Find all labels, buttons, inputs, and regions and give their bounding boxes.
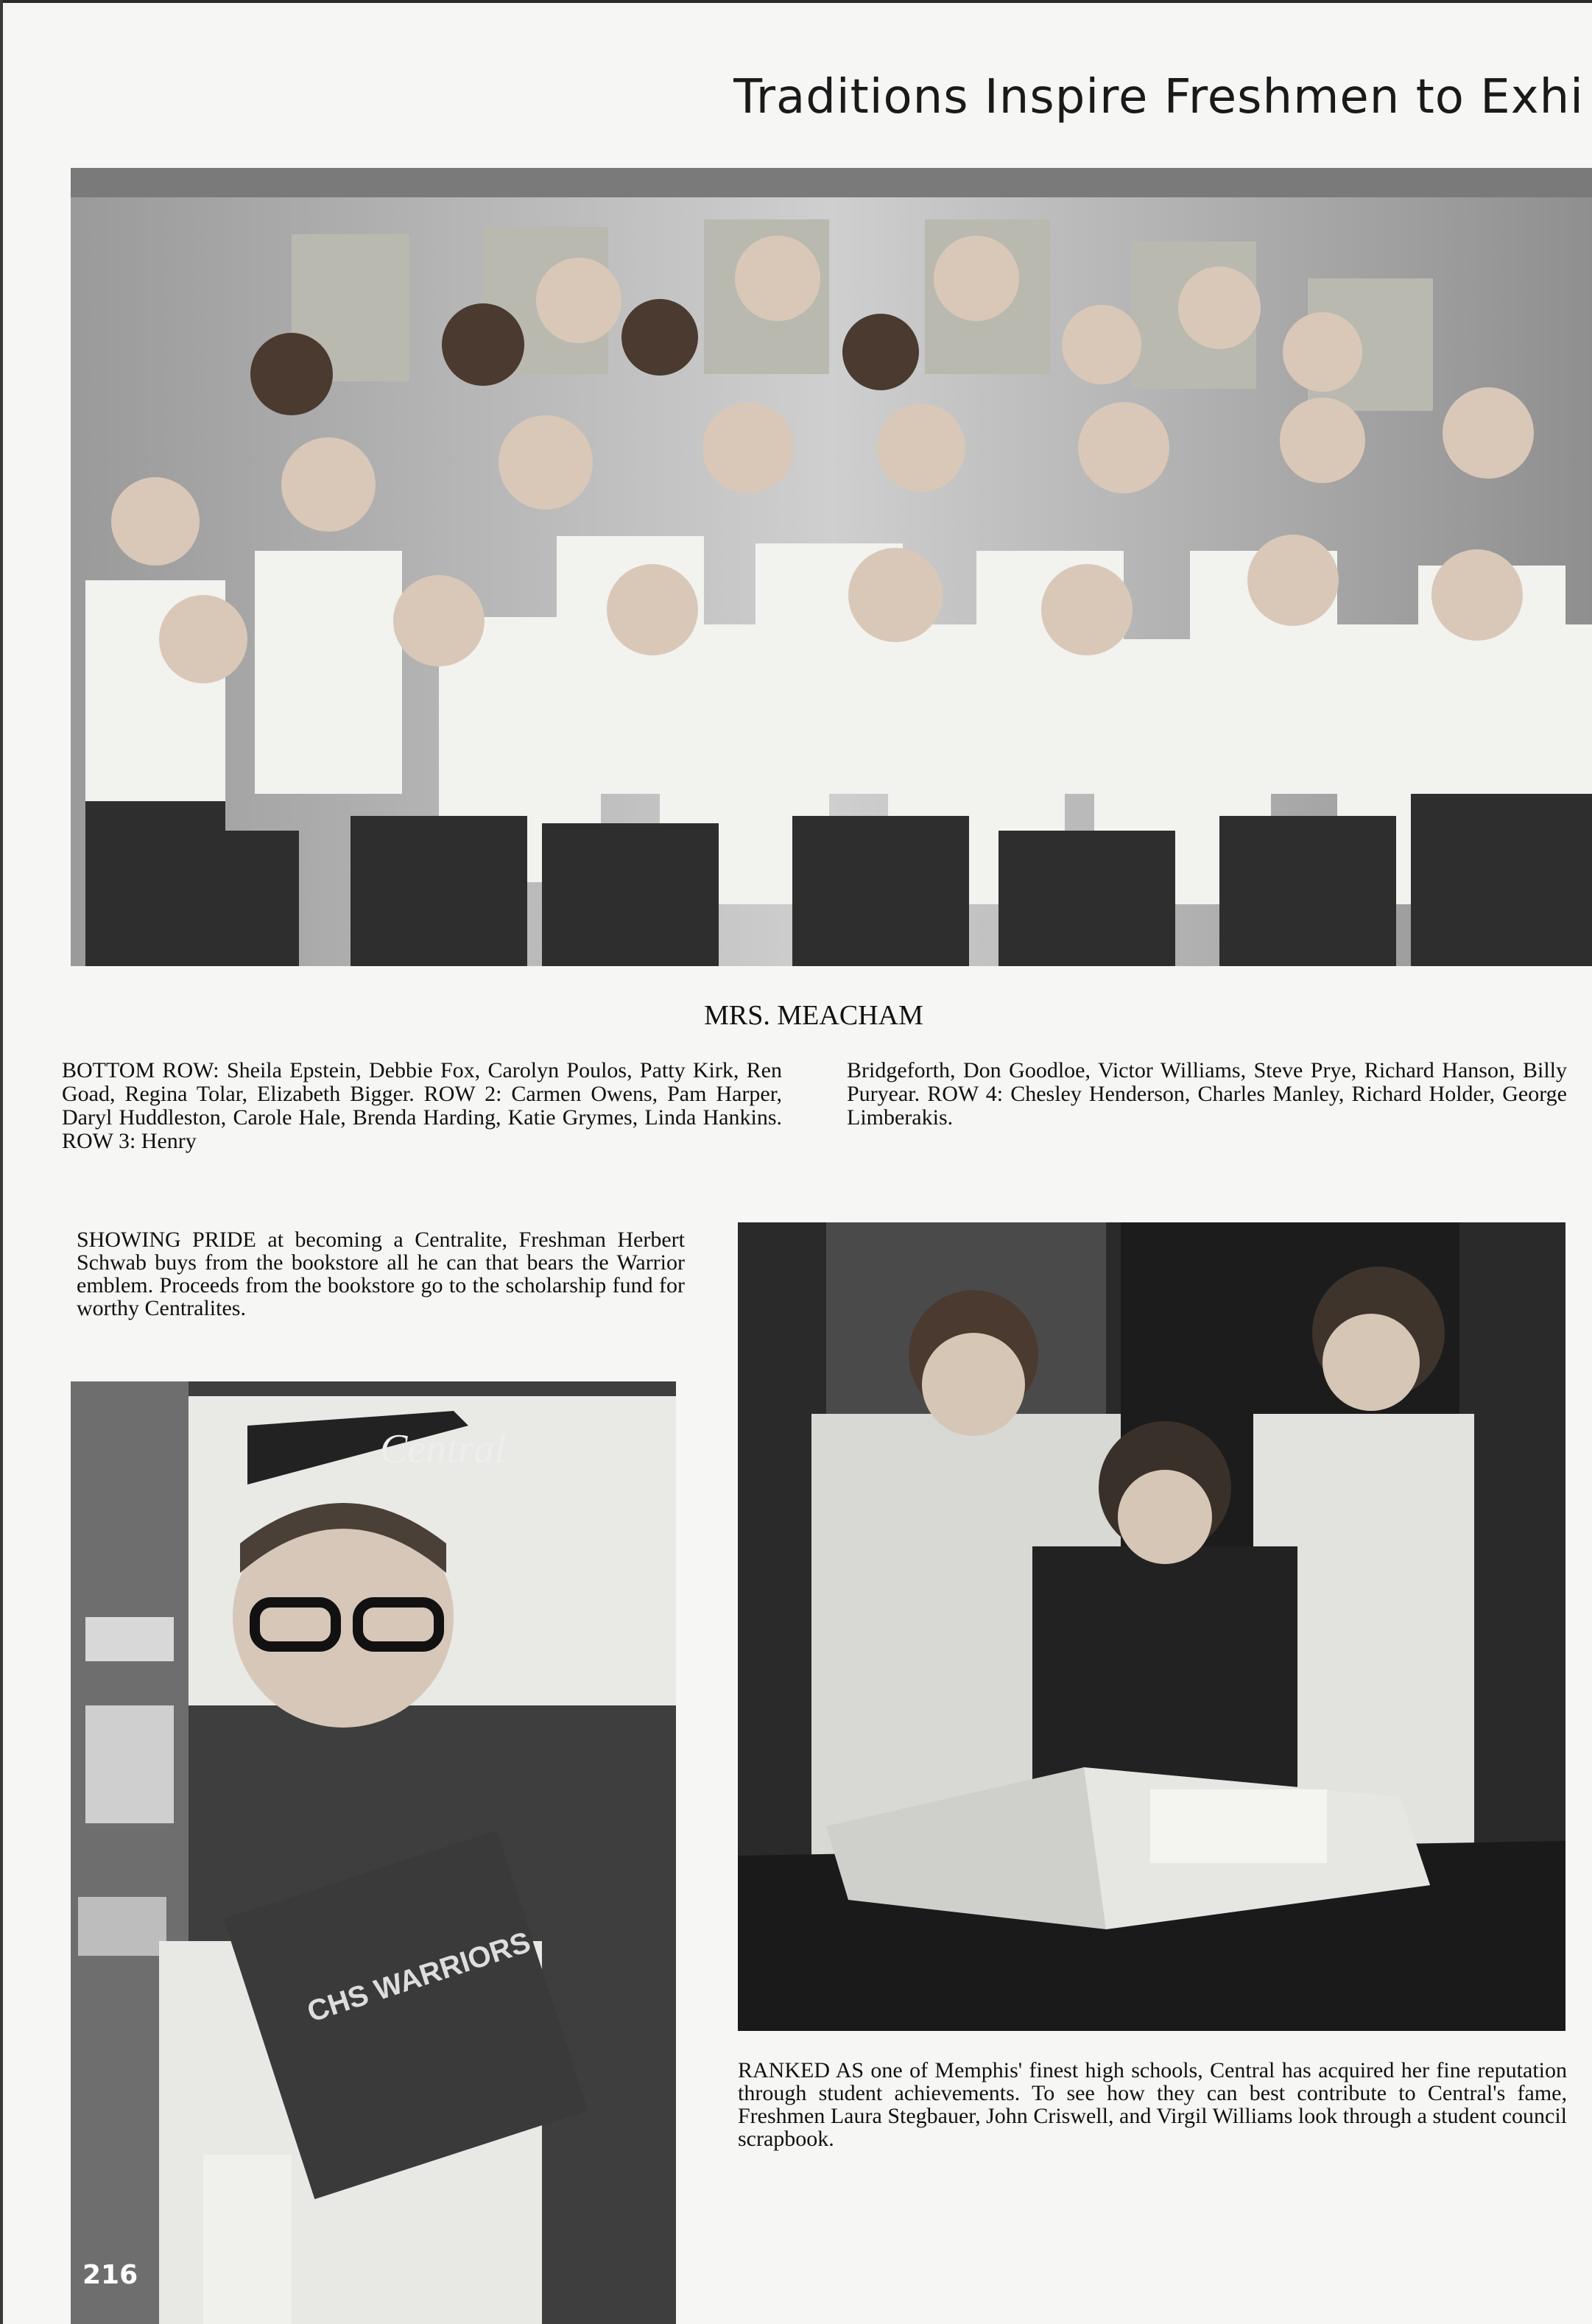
group-names-right: Bridgeforth, Don Goodloe, Victor Williams, Steve Prye, Richard Hanson, Billy Puryear. ROW 4: Chesley Henderson, Charles Manley, Richard Holder, George Limberakis. [847,1058,1567,1130]
bookstore-photo [71,1381,676,2324]
group-photo-caption: MRS. MEACHAM [704,1000,923,1031]
group-photo-image [71,168,1592,966]
scrapbook-caption: RANKED AS one of Memphis' finest high schools, Central has acquired her fine reputation through student achievements. To see how they can best contribute to Central's fame, Freshmen Laura Stegbauer, John Criswell, and Virgil Williams look through a student council scrapbook. [738,2058,1567,2151]
page-number: 216 [82,2260,138,2290]
book-cover-text: CHS WARRIORS [303,1926,535,2029]
pennant-text: Central [380,1426,507,1472]
group-names-left: BOTTOM ROW: Sheila Epstein, Debbie Fox, Carolyn Poulos, Patty Kirk, Ren Goad, Regina Tolar, Elizabeth Bigger. ROW 2: Carmen Owens, Pam Harper, Daryl Huddleston, Carole Hale, Brenda Harding, Katie Grymes, Linda Hankins. ROW 3: Henry [62,1058,782,1153]
page-headline: Traditions Inspire Freshmen to Exhi [733,70,1584,124]
page-top-edge [0,0,1592,3]
group-photo [71,168,1592,966]
scrapbook-photo [738,1222,1565,2031]
bookstore-caption: SHOWING PRIDE at becoming a Centralite, Freshman Herbert Schwab buys from the bookstore all he can that bears the Warrior emblem. Proceeds from the bookstore go to the scholarship fund for worthy Centralites. [77,1228,685,1320]
bookstore-photo-image [71,1381,676,2324]
scrapbook-photo-image [738,1222,1565,2031]
page-left-edge [0,0,3,2324]
